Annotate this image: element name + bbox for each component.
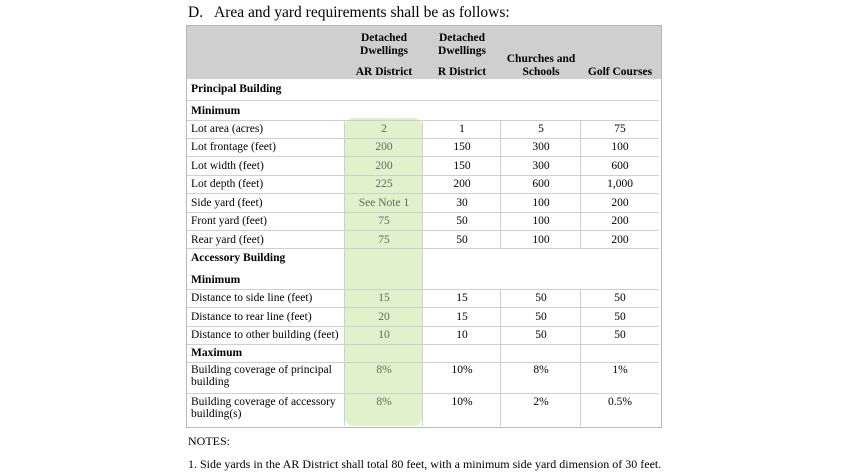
cell-golf: 0.5% <box>608 396 632 408</box>
cell-ar: 10 <box>378 329 390 341</box>
cell-ar: 200 <box>375 160 393 172</box>
table-row <box>187 138 659 156</box>
cell-golf: 75 <box>614 123 626 135</box>
table-row <box>187 157 659 175</box>
cell-ar: 8% <box>376 364 392 376</box>
col-header-churches: Churches and Schools <box>506 53 576 78</box>
cell-r: 30 <box>456 197 468 209</box>
cell-r: 200 <box>453 178 471 190</box>
cell-r: 150 <box>453 160 471 172</box>
cell-ar: 225 <box>375 178 393 190</box>
row-label: Lot frontage (feet) <box>191 141 276 153</box>
cell-churches: 5 <box>538 123 544 135</box>
row-label: Lot width (feet) <box>191 160 264 172</box>
cell-golf: 600 <box>611 160 629 172</box>
cell-golf: 100 <box>611 141 629 153</box>
col-header-r-district: R District <box>437 66 487 78</box>
cell-churches: 2% <box>533 396 549 408</box>
cell-golf: 200 <box>611 234 629 246</box>
row-label: Building coverage of principal building <box>191 364 332 388</box>
table-row <box>187 120 659 138</box>
table-header <box>187 26 661 79</box>
row-label: Building coverage of accessory building(s) <box>191 396 336 420</box>
table-row <box>187 326 659 344</box>
cell-r: 10% <box>451 396 473 408</box>
grid-line <box>187 393 659 394</box>
cell-ar: 15 <box>378 292 390 304</box>
section-accessory-building: Accessory Building <box>191 252 286 264</box>
cell-ar: 20 <box>378 311 390 323</box>
section-heading <box>188 4 510 22</box>
section-title: Area and yard requirements shall be as follows: <box>214 4 510 21</box>
cell-r: 50 <box>456 215 468 227</box>
row-label: Distance to side line (feet) <box>191 292 313 304</box>
cell-ar: 75 <box>378 234 390 246</box>
section-minimum: Minimum <box>191 274 241 286</box>
table-row <box>187 289 659 307</box>
cell-golf: 200 <box>611 215 629 227</box>
grid-line <box>187 362 659 363</box>
col-header-r: Detached Dwellings <box>438 32 486 57</box>
notes-title: NOTES: <box>188 434 230 448</box>
table-row <box>187 175 659 193</box>
section-maximum: Maximum <box>191 347 243 359</box>
row-label: Rear yard (feet) <box>191 234 264 246</box>
cell-golf: 1,000 <box>607 178 633 190</box>
cell-ar: 75 <box>378 215 390 227</box>
cell-r: 1 <box>459 123 465 135</box>
table-row <box>187 364 659 391</box>
section-label: D. <box>188 4 204 21</box>
cell-golf: 50 <box>614 311 626 323</box>
row-label: Lot depth (feet) <box>191 178 264 190</box>
cell-ar: 2 <box>381 123 387 135</box>
cell-golf: 200 <box>611 197 629 209</box>
cell-r: 10 <box>456 329 468 341</box>
cell-churches: 600 <box>532 178 550 190</box>
section-minimum: Minimum <box>191 105 241 117</box>
table-row <box>187 231 659 249</box>
cell-churches: 300 <box>532 160 550 172</box>
cell-ar: 200 <box>375 141 393 153</box>
table-row <box>187 212 659 230</box>
table-row <box>187 308 659 326</box>
cell-churches: 8% <box>533 364 549 376</box>
cell-r: 15 <box>456 311 468 323</box>
table-row <box>187 396 659 423</box>
cell-r: 50 <box>456 234 468 246</box>
cell-ar: See Note 1 <box>358 197 410 209</box>
cell-r: 15 <box>456 292 468 304</box>
col-header-ar-district: AR District <box>355 66 413 78</box>
table-row <box>187 194 659 212</box>
section-principal-building: Principal Building <box>191 83 282 95</box>
cell-churches: 300 <box>532 141 550 153</box>
row-label: Lot area (acres) <box>191 123 264 135</box>
cell-golf: 50 <box>614 292 626 304</box>
row-label: Distance to rear line (feet) <box>191 311 312 323</box>
cell-r: 150 <box>453 141 471 153</box>
col-header-golf: Golf Courses <box>587 66 653 78</box>
row-label: Distance to other building (feet) <box>191 329 339 341</box>
row-label: Front yard (feet) <box>191 215 267 227</box>
cell-churches: 100 <box>532 215 550 227</box>
cell-ar: 8% <box>376 396 392 408</box>
cell-golf: 1% <box>612 364 628 376</box>
cell-r: 10% <box>451 364 473 376</box>
cell-churches: 100 <box>532 234 550 246</box>
grid-line <box>187 100 659 101</box>
cell-churches: 100 <box>532 197 550 209</box>
cell-churches: 50 <box>535 311 547 323</box>
cell-churches: 50 <box>535 292 547 304</box>
cell-churches: 50 <box>535 329 547 341</box>
cell-golf: 50 <box>614 329 626 341</box>
note-1: 1. Side yards in the AR District shall total 80 feet, with a minimum side yard dimension of 30 feet. <box>188 457 662 471</box>
row-label: Side yard (feet) <box>191 197 263 209</box>
col-header-ar: Detached Dwellings <box>360 32 408 57</box>
